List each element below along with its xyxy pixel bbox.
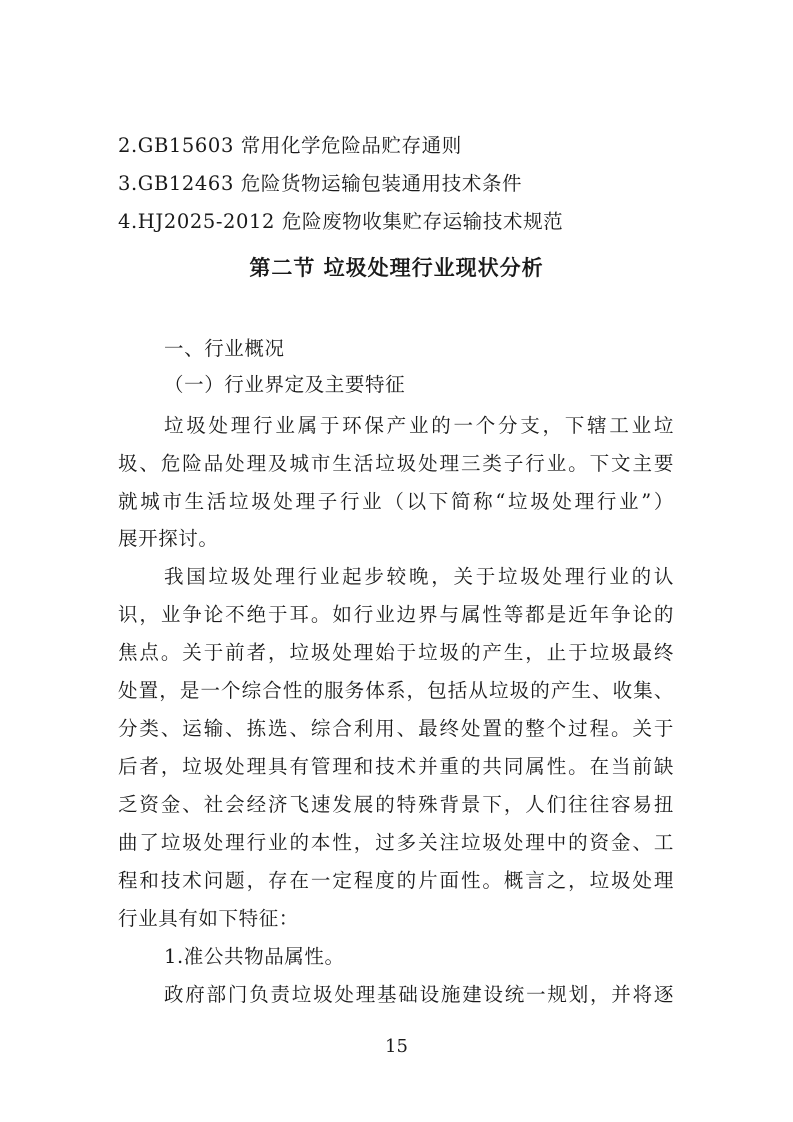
standard-item-4: 4.HJ2025-2012 危险废物收集贮存运输技术规范	[118, 210, 564, 233]
paragraph-1-line-3: 就城市生活垃圾处理子行业（以下简称“垃圾处理行业”）	[118, 490, 674, 513]
feature-1-heading: 1.准公共物品属性。	[164, 945, 345, 968]
paragraph-2-line-2: 识，业争论不绝于耳。如行业边界与属性等都是近年争论的	[118, 603, 674, 626]
paragraph-1-line-4: 展开探讨。	[118, 527, 219, 550]
paragraph-1-line-2: 圾、危险品处理及城市生活垃圾处理三类子行业。下文主要	[118, 452, 674, 475]
paragraph-2-line-1: 我国垃圾处理行业起步较晚，关于垃圾处理行业的认	[164, 565, 674, 588]
heading-industry-overview: 一、行业概况	[164, 337, 285, 360]
paragraph-3-line-1: 政府部门负责垃圾处理基础设施建设统一规划，并将逐	[164, 983, 674, 1006]
standard-item-2: 2.GB15603 常用化学危险品贮存通则	[118, 134, 462, 157]
paragraph-2-line-4: 处置，是一个综合性的服务体系，包括从垃圾的产生、收集、	[118, 679, 674, 702]
heading-industry-definition: （一）行业界定及主要特征	[164, 373, 406, 396]
paragraph-2-line-5: 分类、运输、拣选、综合利用、最终处置的整个过程。关于	[118, 717, 674, 740]
paragraph-2-line-9: 程和技术问题，存在一定程度的片面性。概言之，垃圾处理	[118, 869, 674, 892]
paragraph-2-line-8: 曲了垃圾处理行业的本性，过多关注垃圾处理中的资金、工	[118, 831, 674, 854]
paragraph-2-line-10: 行业具有如下特征：	[118, 907, 299, 930]
paragraph-1-line-1: 垃圾处理行业属于环保产业的一个分支，下辖工业垃	[164, 414, 674, 437]
paragraph-2-line-3: 焦点。关于前者，垃圾处理始于垃圾的产生，止于垃圾最终	[118, 641, 674, 664]
paragraph-2-line-6: 后者，垃圾处理具有管理和技术并重的共同属性。在当前缺	[118, 755, 674, 778]
paragraph-2-line-7: 乏资金、社会经济飞速发展的特殊背景下，人们往往容易扭	[118, 793, 674, 816]
standard-item-3: 3.GB12463 危险货物运输包装通用技术条件	[118, 172, 523, 195]
section-title: 第二节 垃圾处理行业现状分析	[249, 256, 544, 280]
page-number: 15	[385, 1036, 408, 1057]
